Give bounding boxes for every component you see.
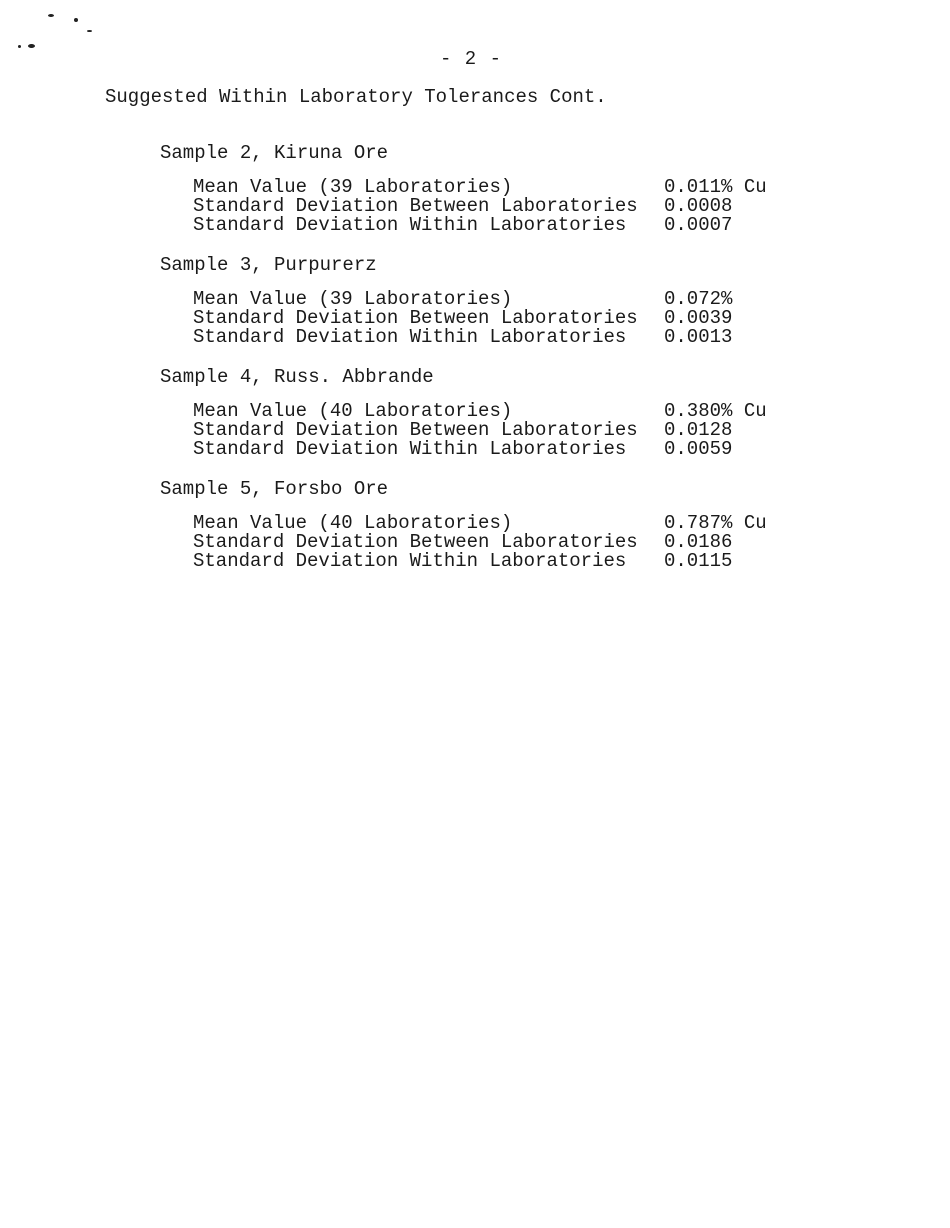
scan-speck bbox=[48, 14, 54, 17]
measurement-value: 0.380% Cu bbox=[664, 400, 767, 422]
measurement-value: 0.011% Cu bbox=[664, 176, 767, 198]
sample-block bbox=[160, 140, 800, 235]
sample-heading: Sample 5, Forsbo Ore bbox=[160, 478, 389, 500]
measurement-value: 0.0115 bbox=[664, 550, 733, 572]
measurement-value: 0.0013 bbox=[664, 326, 733, 348]
sample-block bbox=[160, 476, 800, 571]
scan-speck bbox=[18, 45, 21, 48]
measurement-row bbox=[193, 440, 800, 459]
measurement-label: Standard Deviation Within Laboratories bbox=[193, 326, 627, 348]
measurement-value: 0.787% Cu bbox=[664, 512, 767, 534]
measurement-list bbox=[193, 290, 800, 347]
sample-block bbox=[160, 252, 800, 347]
scan-speck bbox=[87, 30, 92, 32]
measurement-row bbox=[193, 328, 800, 347]
measurement-label: Standard Deviation Within Laboratories bbox=[193, 214, 627, 236]
measurement-row bbox=[193, 216, 800, 235]
measurement-value: 0.0059 bbox=[664, 438, 733, 460]
measurement-row bbox=[193, 552, 800, 571]
measurement-value: 0.0007 bbox=[664, 214, 733, 236]
measurement-value: 0.0186 bbox=[664, 531, 733, 553]
sample-heading: Sample 4, Russ. Abbrande bbox=[160, 366, 434, 388]
measurement-label: Standard Deviation Within Laboratories bbox=[193, 438, 627, 460]
measurement-list bbox=[193, 178, 800, 235]
measurement-label: Standard Deviation Within Laboratories bbox=[193, 550, 627, 572]
measurement-label: Standard Deviation Between Laboratories bbox=[193, 307, 638, 329]
measurement-value: 0.0008 bbox=[664, 195, 733, 217]
sample-heading: Sample 3, Purpurerz bbox=[160, 254, 377, 276]
document-title: Suggested Within Laboratory Tolerances Cont. bbox=[105, 86, 607, 108]
measurement-label: Mean Value (40 Laboratories) bbox=[193, 400, 513, 422]
measurement-label: Mean Value (39 Laboratories) bbox=[193, 288, 513, 310]
page-number: - 2 - bbox=[440, 48, 503, 70]
scan-speck bbox=[28, 44, 35, 48]
measurement-list bbox=[193, 514, 800, 571]
measurement-value: 0.072% bbox=[664, 288, 733, 310]
measurement-label: Standard Deviation Between Laboratories bbox=[193, 419, 638, 441]
sample-block bbox=[160, 364, 800, 459]
measurement-label: Standard Deviation Between Laboratories bbox=[193, 195, 638, 217]
sample-heading: Sample 2, Kiruna Ore bbox=[160, 142, 389, 164]
measurement-label: Mean Value (40 Laboratories) bbox=[193, 512, 513, 534]
measurement-value: 0.0039 bbox=[664, 307, 733, 329]
measurement-value: 0.0128 bbox=[664, 419, 733, 441]
measurement-list bbox=[193, 402, 800, 459]
measurement-label: Mean Value (39 Laboratories) bbox=[193, 176, 513, 198]
measurement-label: Standard Deviation Between Laboratories bbox=[193, 531, 638, 553]
scan-speck bbox=[74, 18, 78, 22]
